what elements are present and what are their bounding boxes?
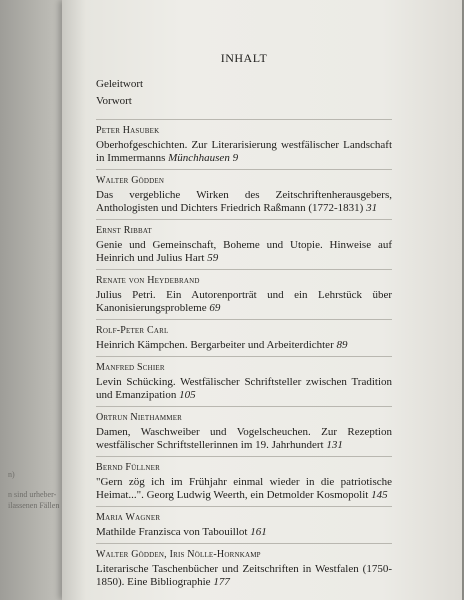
toc-entry-author: Maria Wagner <box>96 512 161 523</box>
front-matter <box>96 78 392 108</box>
toc-entry-author: Ernst Ribbat <box>96 225 152 236</box>
toc-entry-title <box>96 526 392 539</box>
toc-entry-title <box>96 189 392 215</box>
background-page <box>0 0 70 600</box>
toc-entry-author: Walter Gödden <box>96 175 165 186</box>
toc-entry-page-number: 177 <box>213 576 230 588</box>
toc-entry-page-number: 161 <box>250 526 267 538</box>
toc-front-item: Geleitwort <box>96 78 144 90</box>
background-page-text: ilassenen Fällen <box>8 501 60 510</box>
toc-entry <box>96 506 392 539</box>
background-page-text: n) <box>8 470 15 479</box>
toc-entry-title <box>96 139 392 165</box>
toc-entry-title <box>96 289 392 315</box>
toc-entry-author: Rolf-Peter Carl <box>96 325 169 336</box>
toc-entry-page-number: 59 <box>207 252 219 264</box>
toc-entry-title-text: Damen, Waschweiber und Vogelscheuchen. Zur Rezeption westfälischer Schriftstellerinnen im 19. Jahrhundert <box>96 426 392 451</box>
toc-entry-title <box>96 426 392 452</box>
toc-entry-title-text: Literarische Taschenbücher und Zeitschriften in Westfalen (1750-1850). Eine Bibliographie <box>96 563 392 588</box>
toc-entry-title-text: Heinrich Kämpchen. Bergarbeiter und Arbeiterdichter <box>96 339 334 351</box>
toc-entry-title-text: Das vergebliche Wirken des Zeitschriftenherausgebers, Anthologisten und Dichters Friedrich Raßmann (1772-1831) <box>96 189 392 214</box>
toc-entry-title-text: Mathilde Franzisca von Tabouillot <box>96 526 248 538</box>
toc-entry-title <box>96 563 392 589</box>
toc-entry-title-text: "Gern zög ich im Frühjahr einmal wieder in die patriotische Heimat...". Georg Ludwig Weerth, ein Detmolder Kosmopolit <box>96 476 392 501</box>
toc-entry-page-number: 69 <box>209 302 221 314</box>
toc-entry <box>96 119 392 165</box>
toc-entry-author: Renate von Heydebrand <box>96 275 200 286</box>
toc-heading: INHALT <box>220 51 268 65</box>
toc-entry-title <box>96 476 392 502</box>
toc-front-item: Vorwort <box>96 95 132 107</box>
toc-entry <box>96 319 392 352</box>
toc-entries <box>96 119 392 589</box>
toc-entry-title-emphasis: Münchhausen <box>168 152 230 164</box>
toc-entry-title <box>96 239 392 265</box>
toc-entry-title-text: Oberhofgeschichten. Zur Literarisierung westfälischer Landschaft in Immermanns <box>96 139 392 164</box>
toc-entry-page-number: 89 <box>336 339 348 351</box>
toc-entry-author: Walter Gödden, Iris Nölle-Hornkamp <box>96 549 261 560</box>
toc-entry <box>96 169 392 215</box>
toc-entry-page-number: 131 <box>326 439 343 451</box>
toc-entry-author: Peter Hasubek <box>96 125 160 136</box>
toc-entry-page-number: 105 <box>179 389 196 401</box>
toc-entry-title-text: Julius Petri. Ein Autorenporträt und ein Lehrstück über Kanonisierungsprobleme <box>96 289 392 314</box>
toc-entry-title-text: Genie und Gemeinschaft, Boheme und Utopie. Hinweise auf Heinrich und Julius Hart <box>96 239 392 264</box>
toc-entry-title <box>96 376 392 402</box>
toc-entry <box>96 356 392 402</box>
toc-entry-author: Bernd Füllner <box>96 462 160 473</box>
table-of-contents <box>96 52 392 593</box>
toc-entry-page-number: 31 <box>366 202 378 214</box>
background-page-text: n sind urheber- <box>8 490 57 499</box>
toc-entry-title <box>96 339 392 352</box>
toc-entry-title-text: Levin Schücking. Westfälischer Schriftsteller zwischen Tradition und Emanzipation <box>96 376 392 401</box>
toc-entry-page-number: 145 <box>371 489 388 501</box>
toc-entry-author: Ortrun Niethammer <box>96 412 183 423</box>
toc-entry <box>96 219 392 265</box>
toc-entry-page-number: 9 <box>232 152 239 164</box>
toc-entry <box>96 269 392 315</box>
toc-entry <box>96 456 392 502</box>
toc-entry <box>96 543 392 589</box>
toc-entry-author: Manfred Schier <box>96 362 165 373</box>
toc-entry <box>96 406 392 452</box>
